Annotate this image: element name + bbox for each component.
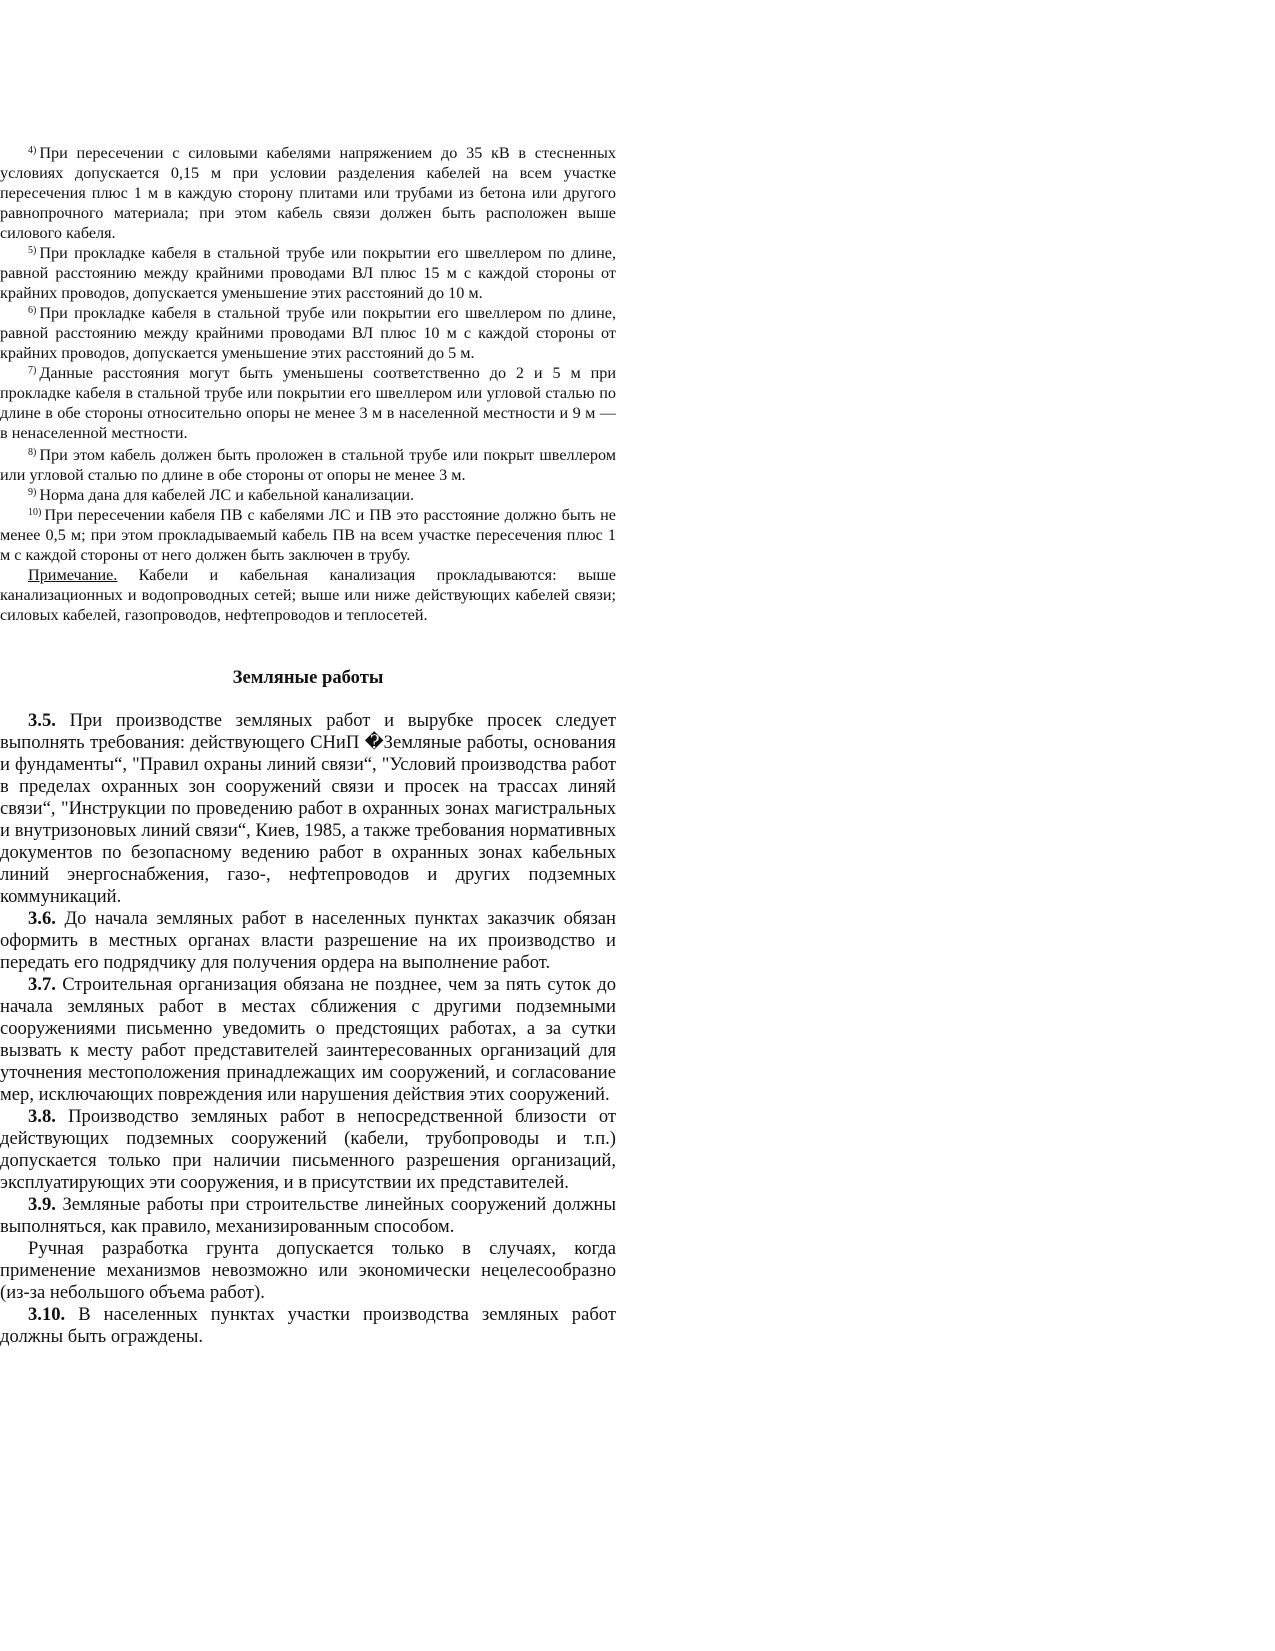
footnote-marker: 6): [28, 305, 37, 316]
footnote-marker: 4): [28, 145, 37, 156]
note-paragraph: [0, 565, 616, 625]
footnote-9: [0, 485, 616, 505]
footnote-text: При прокладке кабеля в стальной трубе или покрытии его швеллером по длине, равной расстоянию между крайними проводами ВЛ плюс 10 м с каждой стороны от крайних проводов, допускается уменьшение этих расстояний до 5 м.: [0, 304, 616, 362]
footnote-text: При пересечении с силовыми кабелями напряжением до 35 кВ в стесненных условиях допускается 0,15 м при условии разделения кабелей на всем участке пересечения плюс 1 м в каждую сторону плитами или трубами из бетона или другого равнопрочного материала; при этом кабель связи должен быть расположен выше силового кабеля.: [0, 144, 616, 242]
footnote-marker: 7): [28, 365, 37, 376]
note-label: Примечание.: [28, 566, 118, 584]
paragraph-manual-digging: [0, 1238, 616, 1304]
paragraph-3-10: [0, 1304, 616, 1348]
section-body: [0, 710, 616, 1348]
paragraph-text: До начала земляных работ в населенных пунктах заказчик обязан оформить в местных органах власти разрешение на их производство и передать его подрядчику для получения ордера на выполнение работ.: [0, 908, 616, 973]
footnote-6: [0, 303, 616, 363]
footnotes-block: [0, 143, 616, 625]
footnote-text: При прокладке кабеля в стальной трубе или покрытии его швеллером по длине, равной расстоянию между крайними проводами ВЛ плюс 15 м с каждой стороны от крайних проводов, допускается уменьшение этих расстояний до 10 м.: [0, 244, 616, 302]
footnote-7: [0, 363, 616, 443]
paragraph-3-7: [0, 974, 616, 1106]
paragraph-3-6: [0, 908, 616, 974]
footnote-text: При пересечении кабеля ПВ с кабелями ЛС и ПВ это расстояние должно быть не менее 0,5 м; при этом прокладываемый кабель ПВ на всем участке пересечения плюс 1 м с каждой стороны от него должен быть заключен в трубу.: [0, 506, 616, 564]
section-title: Земляные работы: [232, 667, 384, 688]
paragraph-number: 3.9.: [28, 1194, 56, 1215]
paragraph-3-9: [0, 1194, 616, 1238]
paragraph-number: 3.7.: [28, 974, 56, 995]
footnote-marker: 10): [28, 507, 42, 518]
footnote-5: [0, 243, 616, 303]
footnote-marker: 5): [28, 245, 37, 256]
footnote-marker: 8): [28, 447, 37, 458]
paragraph-text: Земляные работы при строительстве линейных сооружений должны выполняться, как правило, механизированным способом.: [0, 1194, 616, 1237]
footnote-text: Данные расстояния могут быть уменьшены соответственно до 2 и 5 м при прокладке кабеля в стальной трубе или покрытии его швеллером или угловой сталью по длине в обе стороны относительно опоры не менее 3 м в населенной местности и 9 м — в ненаселенной местности.: [0, 364, 616, 442]
footnote-marker: 9): [28, 487, 37, 498]
footnote-text: При этом кабель должен быть проложен в стальной трубе или покрыт швеллером или угловой сталью по длине в обе стороны от опоры не менее 3 м.: [0, 446, 616, 484]
paragraph-text: Производство земляных работ в непосредственной близости от действующих подземных сооружений (кабели, трубопроводы и т.п.) допускается только при наличии письменного разрешения организаций, эксплуатирующих эти сооружения, и в присутствии их представителей.: [0, 1106, 616, 1193]
footnote-4: [0, 143, 616, 243]
paragraph-text: Строительная организация обязана не позднее, чем за пять суток до начала земляных работ в местах сближения с другими подземными сооружениями письменно уведомить о предстоящих работах, а за сутки вызвать к месту работ представителей заинтересованных организаций для уточнения местоположения принадлежащих им сооружений, и согласование мер, исключающих повреждения или нарушения действия этих сооружений.: [0, 974, 616, 1105]
paragraph-text: В населенных пунктах участки производства земляных работ должны быть ограждены.: [0, 1304, 616, 1347]
footnote-text: Норма дана для кабелей ЛС и кабельной канализации.: [39, 486, 415, 504]
paragraph-text: Ручная разработка грунта допускается только в случаях, когда применение механизмов невозможно или экономически нецелесообразно (из-за небольшого объема работ).: [0, 1238, 616, 1303]
paragraph-number: 3.8.: [28, 1106, 56, 1127]
footnote-8: [0, 445, 616, 485]
paragraph-text: При производстве земляных работ и вырубке просек следует выполнять требования: действующего СНиП �Земляные работы, основания и фундаменты“, "Правил охраны линий связи“, "Условий производства работ в пределах охранных зон сооружений связи и просек на трассах линяй связи“, "Инструкции по проведению работ в охранных зонах магистральных и внутризоновых линий связи“, Киев, 1985, а также требования нормативных документов по безопасному ведению работ в охранных зонах кабельных линий энергоснабжения, газо-, нефтепроводов и других подземных коммуникаций.: [0, 710, 616, 907]
paragraph-number: 3.6.: [28, 908, 56, 929]
note-text: Кабели и кабельная канализация прокладываются: выше канализационных и водопроводных сетей; выше или ниже действующих кабелей связи; силовых кабелей, газопроводов, нефтепроводов и теплосетей.: [0, 566, 616, 624]
paragraph-number: 3.5.: [28, 710, 56, 731]
footnote-10: [0, 505, 616, 565]
paragraph-number: 3.10.: [28, 1304, 66, 1325]
paragraph-3-5: [0, 710, 616, 908]
paragraph-3-8: [0, 1106, 616, 1194]
